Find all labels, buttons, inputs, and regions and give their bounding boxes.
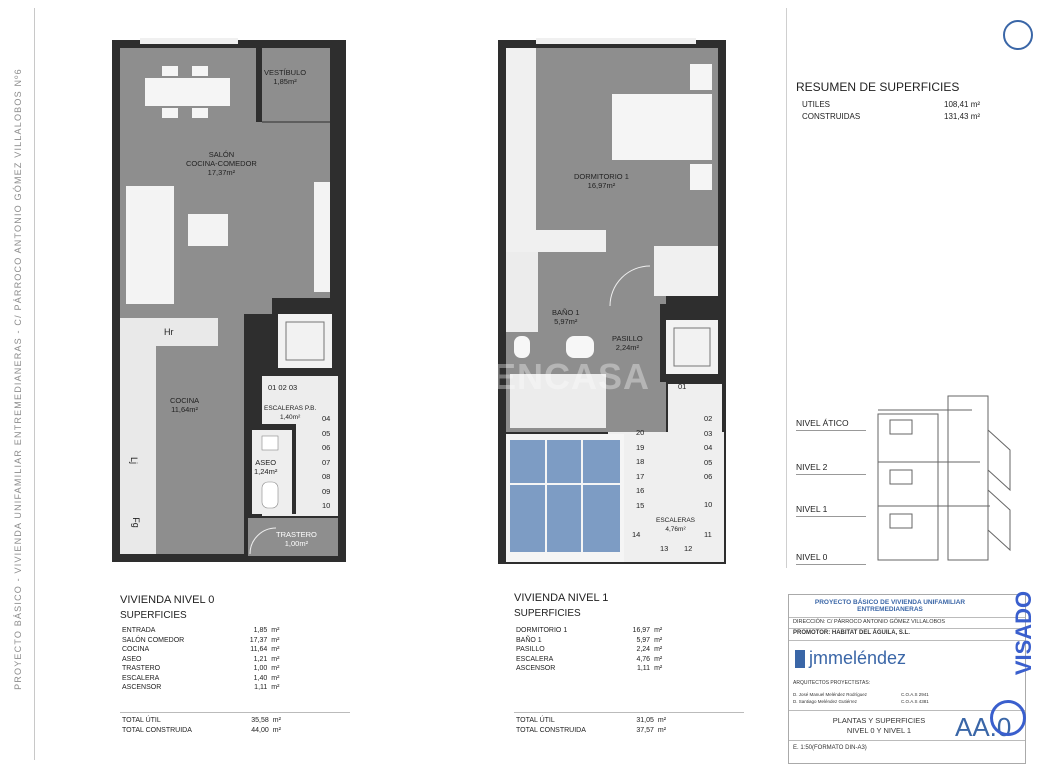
surface-cell-unit: m² bbox=[271, 646, 280, 653]
surface-cell-name: TOTAL ÚTIL bbox=[516, 717, 555, 724]
surface-cell-unit: m² bbox=[654, 636, 663, 644]
summary-construidas-value: 131,43 m² bbox=[944, 112, 981, 121]
level1-totals-table bbox=[514, 716, 674, 735]
fixture-fg: Fg bbox=[130, 517, 141, 528]
surface-row bbox=[514, 655, 674, 665]
stair-step-number: 12 bbox=[684, 544, 693, 553]
dormitorio-label: DORMITORIO 1 16,97m² bbox=[574, 172, 629, 190]
tb-drawing1: PLANTAS Y SUPERFICIES bbox=[832, 716, 926, 725]
stair-step-number: 02 bbox=[704, 414, 713, 423]
escaleras-pb-label: ESCALERAS P.B. 1,40m² bbox=[264, 405, 317, 421]
surface-cell-name: ESCALERA bbox=[122, 674, 160, 682]
stair-step-number: 10 bbox=[704, 500, 713, 509]
stair-step-number: 15 bbox=[636, 500, 645, 510]
surface-cell-name: ASCENSOR bbox=[516, 665, 556, 672]
level1-title: VIVIENDA NIVEL 1 bbox=[514, 592, 609, 604]
section-level-label: NIVEL ÁTICO bbox=[796, 418, 849, 428]
stair-step-number: 13 bbox=[660, 544, 669, 553]
surface-cell-name: BAÑO 1 bbox=[516, 636, 542, 644]
stair-step-number: 04 bbox=[704, 443, 713, 452]
side-border-line bbox=[34, 8, 35, 760]
surface-cell-unit: m² bbox=[272, 717, 281, 724]
stair-step-number: 14 bbox=[632, 530, 641, 539]
trastero-label: TRASTERO 1,00m² bbox=[276, 530, 317, 548]
summary-utiles-value: 108,41 m² bbox=[944, 100, 981, 109]
surface-row bbox=[120, 664, 290, 674]
stair-step-number: 20 bbox=[636, 428, 645, 437]
stair-step-number: 16 bbox=[636, 486, 645, 495]
surface-cell-name: ASCENSOR bbox=[122, 684, 162, 691]
vestibulo-label: VESTÍBULO 1,85m² bbox=[264, 68, 307, 86]
section-level-line bbox=[796, 474, 866, 475]
stair-step-number: 19 bbox=[636, 442, 645, 452]
stair-step-number: 05 bbox=[704, 457, 713, 467]
surface-cell-name: DORMITORIO 1 bbox=[516, 627, 568, 634]
cocina-label: COCINA 11,64m² bbox=[170, 396, 200, 414]
section-level-line bbox=[796, 430, 866, 431]
surface-cell-unit: m² bbox=[271, 684, 280, 691]
surface-row bbox=[514, 645, 674, 655]
surface-cell-value: 17,37 bbox=[249, 636, 268, 644]
section-level-label: NIVEL 0 bbox=[796, 552, 828, 562]
surface-cell-value: 35,58 bbox=[251, 717, 269, 724]
stamp-seal-icon bbox=[990, 700, 1026, 736]
tb-promotor: PROMOTOR: HABITAT DEL ÁGUILA, S.L. bbox=[793, 630, 910, 636]
surface-cell-value: 1,00 bbox=[253, 665, 268, 672]
surface-row bbox=[514, 626, 674, 636]
surface-cell-name: COCINA bbox=[122, 646, 150, 653]
surface-cell-value: 1,21 bbox=[253, 655, 268, 663]
tb-arq1: D. José Manuel Meléndez Rodríguez bbox=[793, 692, 868, 697]
bano-label: BAÑO 1 5,97m² bbox=[552, 308, 580, 326]
surface-cell-unit: m² bbox=[271, 627, 280, 634]
level0-subtitle: SUPERFICIES bbox=[120, 610, 187, 621]
surface-row bbox=[120, 626, 290, 636]
summary-construidas-label: CONSTRUIDAS bbox=[802, 112, 861, 121]
floor-plan-level-1 bbox=[496, 36, 732, 566]
surface-cell-value: 2,24 bbox=[636, 646, 651, 653]
stair-step-number: 01 bbox=[678, 382, 687, 391]
stair-step-number: 04 bbox=[322, 414, 331, 423]
section-level-label: NIVEL 1 bbox=[796, 504, 828, 514]
summary-title: RESUMEN DE SUPERFICIES bbox=[796, 80, 960, 94]
section-level-line bbox=[796, 564, 866, 565]
surface-row bbox=[514, 636, 674, 646]
surface-cell-name: ENTRADA bbox=[122, 627, 156, 634]
level1-rule bbox=[514, 712, 744, 713]
surface-cell-value: 1,85 bbox=[253, 627, 268, 634]
level0-rule bbox=[120, 712, 350, 713]
surface-row bbox=[514, 726, 674, 736]
surface-cell-name: TRASTERO bbox=[122, 665, 161, 672]
side-project-text: PROYECTO BÁSICO - VIVIENDA UNIFAMILIAR ENTREMEDIANERAS - C/ PÁRROCO ANTONIO GÓMEZ VILLALOBOS Nº6 bbox=[13, 68, 23, 690]
surface-cell-value: 11,64 bbox=[250, 646, 268, 653]
surface-cell-value: 1,11 bbox=[636, 665, 651, 672]
visado-stamp: VISADO bbox=[1011, 590, 1037, 676]
stair-top-numbers: 01 02 03 bbox=[268, 383, 298, 392]
tb-arq2: D. Santiago Meléndez Gutiérrez bbox=[793, 699, 858, 704]
fixture-lj: Lj bbox=[129, 456, 140, 465]
surface-row bbox=[120, 655, 290, 665]
surface-cell-value: 44,00 bbox=[251, 726, 269, 734]
surface-cell-unit: m² bbox=[657, 726, 667, 734]
surface-cell-name: PASILLO bbox=[516, 646, 545, 653]
aseo-label: ASEO 1,24m² bbox=[254, 458, 278, 476]
stair-step-number: 08 bbox=[322, 472, 331, 481]
stair-step-number: 10 bbox=[322, 501, 331, 510]
level1-subtitle: SUPERFICIES bbox=[514, 608, 581, 619]
logo-circle-icon bbox=[1003, 20, 1033, 50]
surface-row bbox=[120, 636, 290, 646]
surface-cell-unit: m² bbox=[271, 636, 280, 644]
floor-plan-level-0 bbox=[110, 36, 350, 566]
escaleras-n1-label: ESCALERAS 4,76m² bbox=[656, 517, 696, 533]
section-level-line bbox=[796, 516, 866, 517]
stair-step-number: 18 bbox=[636, 457, 645, 466]
tb-scale: E. 1:50(FORMATO DIN-A3) bbox=[793, 745, 867, 751]
surface-row bbox=[514, 664, 674, 674]
summary-utiles-label: UTILES bbox=[802, 100, 831, 109]
tb-col1: C.O.A.S 2941 bbox=[901, 692, 929, 697]
surface-cell-unit: m² bbox=[271, 665, 280, 672]
tb-drawing2: NIVEL 0 Y NIVEL 1 bbox=[846, 726, 912, 735]
surface-cell-value: 1,40 bbox=[253, 674, 268, 682]
surface-cell-value: 5,97 bbox=[636, 636, 651, 644]
surface-cell-name: SALÓN COMEDOR bbox=[122, 636, 185, 644]
level0-totals-table bbox=[120, 716, 290, 735]
surface-cell-name: TOTAL CONSTRUIDA bbox=[516, 726, 586, 734]
surface-cell-unit: m² bbox=[271, 674, 280, 682]
surface-cell-name: TOTAL CONSTRUIDA bbox=[122, 726, 192, 734]
stair-step-number: 07 bbox=[322, 457, 331, 467]
surface-cell-unit: m² bbox=[654, 665, 663, 672]
surface-cell-unit: m² bbox=[654, 627, 663, 634]
surface-row bbox=[120, 674, 290, 684]
surface-cell-unit: m² bbox=[657, 717, 667, 724]
tb-sheet: AA.0 bbox=[955, 712, 1012, 742]
surface-cell-value: 37,57 bbox=[636, 726, 654, 734]
stair-step-number: 06 bbox=[322, 443, 331, 452]
stair-step-number: 03 bbox=[704, 428, 713, 438]
tb-arquitectos: ARQUITECTOS PROYECTISTAS: bbox=[793, 680, 871, 686]
surface-cell-name: ESCALERA bbox=[516, 655, 554, 663]
level0-title: VIVIENDA NIVEL 0 bbox=[120, 594, 215, 606]
surface-cell-value: 16,97 bbox=[632, 627, 651, 634]
surface-cell-name: TOTAL ÚTIL bbox=[122, 717, 161, 724]
fixture-hr: Hr bbox=[164, 327, 174, 337]
surface-row bbox=[120, 683, 290, 693]
title-block bbox=[788, 594, 1026, 764]
surface-row bbox=[514, 716, 674, 726]
surface-cell-name: ASEO bbox=[122, 655, 142, 663]
stair-step-number: 06 bbox=[704, 472, 713, 481]
surface-cell-unit: m² bbox=[654, 655, 663, 663]
watermark: ENCASA bbox=[492, 356, 651, 397]
level0-surface-table bbox=[120, 626, 290, 693]
tb-col2: C.O.A.S 4381 bbox=[901, 699, 929, 704]
tb-direccion: DIRECCIÓN: C/ PÁRROCO ANTONIO GÓMEZ VILLALOBOS bbox=[793, 619, 946, 625]
surface-cell-value: 1,11 bbox=[254, 684, 268, 691]
surface-cell-unit: m² bbox=[654, 646, 663, 653]
surface-cell-value: 31,05 bbox=[636, 717, 654, 724]
level1-surface-table bbox=[514, 626, 674, 674]
surface-row bbox=[120, 645, 290, 655]
stair-step-number: 09 bbox=[322, 486, 331, 496]
surface-row bbox=[120, 726, 290, 736]
surface-cell-value: 4,76 bbox=[636, 655, 651, 663]
surface-cell-unit: m² bbox=[272, 726, 281, 734]
tb-project: PROYECTO BÁSICO DE VIVIENDA UNIFAMILIAR ENTREMEDIANERAS bbox=[814, 599, 966, 613]
salon-label: SALÓN COCINA-COMEDOR 17,37m² bbox=[186, 150, 257, 177]
tb-logo-mark-icon bbox=[795, 650, 805, 668]
section-level-label: NIVEL 2 bbox=[796, 462, 828, 472]
surface-row bbox=[120, 716, 290, 726]
sheet-divider bbox=[786, 8, 787, 568]
tb-logo: jmmeléndez bbox=[809, 648, 907, 668]
surface-cell-unit: m² bbox=[271, 655, 280, 663]
stair-step-number: 05 bbox=[322, 428, 331, 438]
pasillo-label: PASILLO 2,24m² bbox=[612, 334, 643, 352]
stair-step-number: 17 bbox=[636, 471, 645, 481]
stair-step-number: 11 bbox=[704, 530, 712, 539]
building-section-drawing bbox=[860, 390, 1024, 570]
